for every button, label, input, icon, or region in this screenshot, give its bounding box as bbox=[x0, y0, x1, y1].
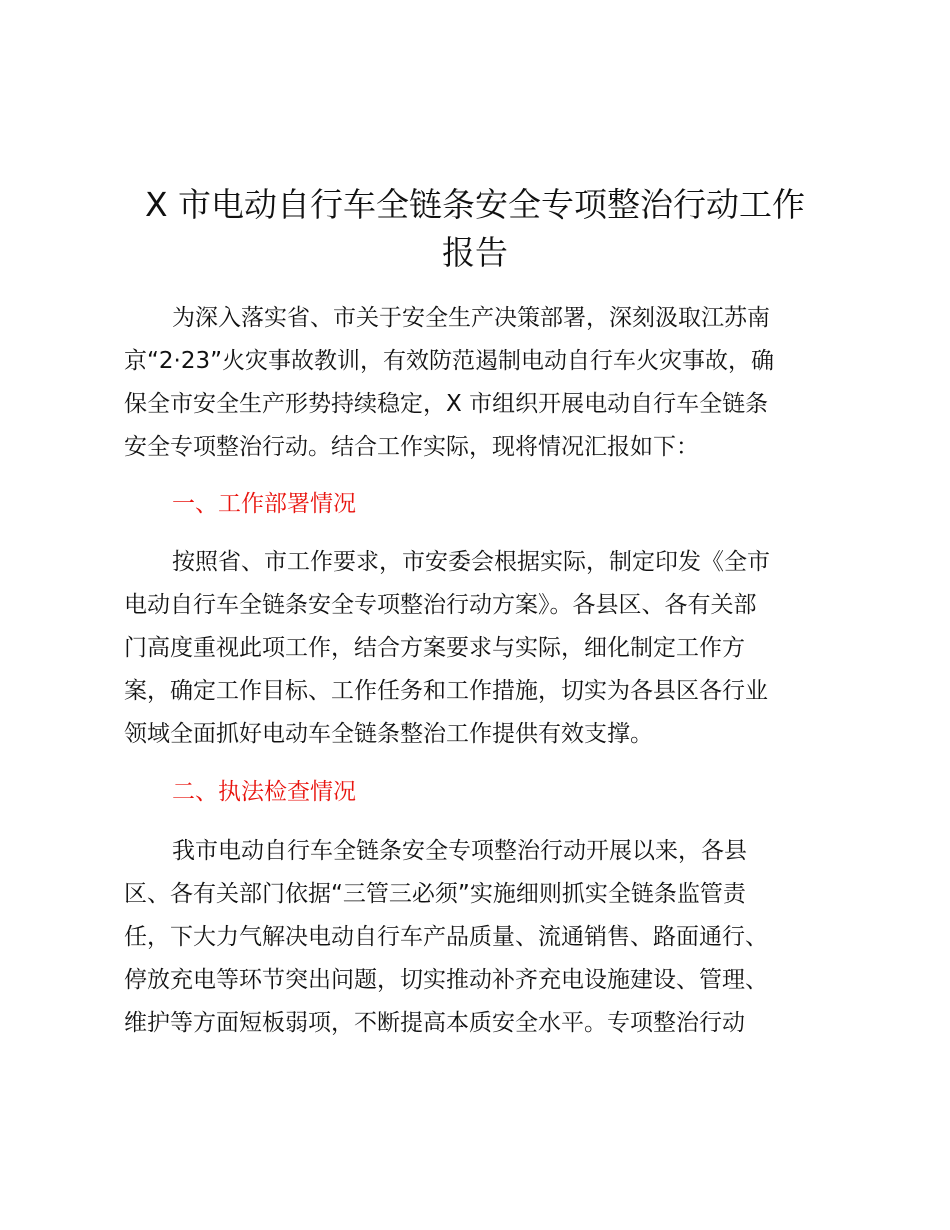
section-2-heading: 二、执法检查情况 bbox=[172, 779, 356, 805]
section-2-line-2: 区、各有关部门依据“三管三必须”实施细则抓实全链条监管责 bbox=[124, 881, 746, 907]
section-1-line-1: 按照省、市工作要求，市安委会根据实际，制定印发《全市 bbox=[172, 549, 770, 575]
section-1-line-5: 领域全面抓好电动车全链条整治工作提供有效支撑。 bbox=[124, 721, 653, 747]
section-1-line-4: 案，确定工作目标、工作任务和工作措施，切实为各县区各行业 bbox=[124, 678, 768, 704]
section-1-line-3: 门高度重视此项工作，结合方案要求与实际，细化制定工作方 bbox=[124, 635, 745, 661]
intro-line-4: 安全专项整治行动。结合工作实际，现将情况汇报如下： bbox=[124, 434, 699, 460]
section-2-line-5: 维护等方面短板弱项，不断提高本质安全水平。专项整治行动 bbox=[124, 1010, 745, 1036]
section-1-line-2: 电动自行车全链条安全专项整治行动方案》。各县区、各有关部 bbox=[124, 592, 757, 618]
section-2-line-4: 停放充电等环节突出问题，切实推动补齐充电设施建设、管理、 bbox=[124, 967, 768, 993]
document-title-line-1: X 市电动自行车全链条安全专项整治行动工作 bbox=[144, 185, 806, 224]
intro-line-3: 保全市安全生产形势持续稳定，X 市组织开展电动自行车全链条 bbox=[124, 391, 769, 417]
intro-line-1: 为深入落实省、市关于安全生产决策部署，深刻汲取江苏南 bbox=[172, 305, 770, 331]
intro-line-2: 京“2·23”火灾事故教训，有效防范遏制电动自行车火灾事故，确 bbox=[124, 348, 775, 374]
section-2-line-1: 我市电动自行车全链条安全专项整治行动开展以来，各县 bbox=[172, 838, 747, 864]
section-1-heading: 一、工作部署情况 bbox=[172, 491, 356, 517]
section-2-line-3: 任，下大力气解决电动自行车产品质量、流通销售、路面通行、 bbox=[124, 924, 768, 950]
document-title-line-2: 报告 bbox=[442, 233, 508, 272]
